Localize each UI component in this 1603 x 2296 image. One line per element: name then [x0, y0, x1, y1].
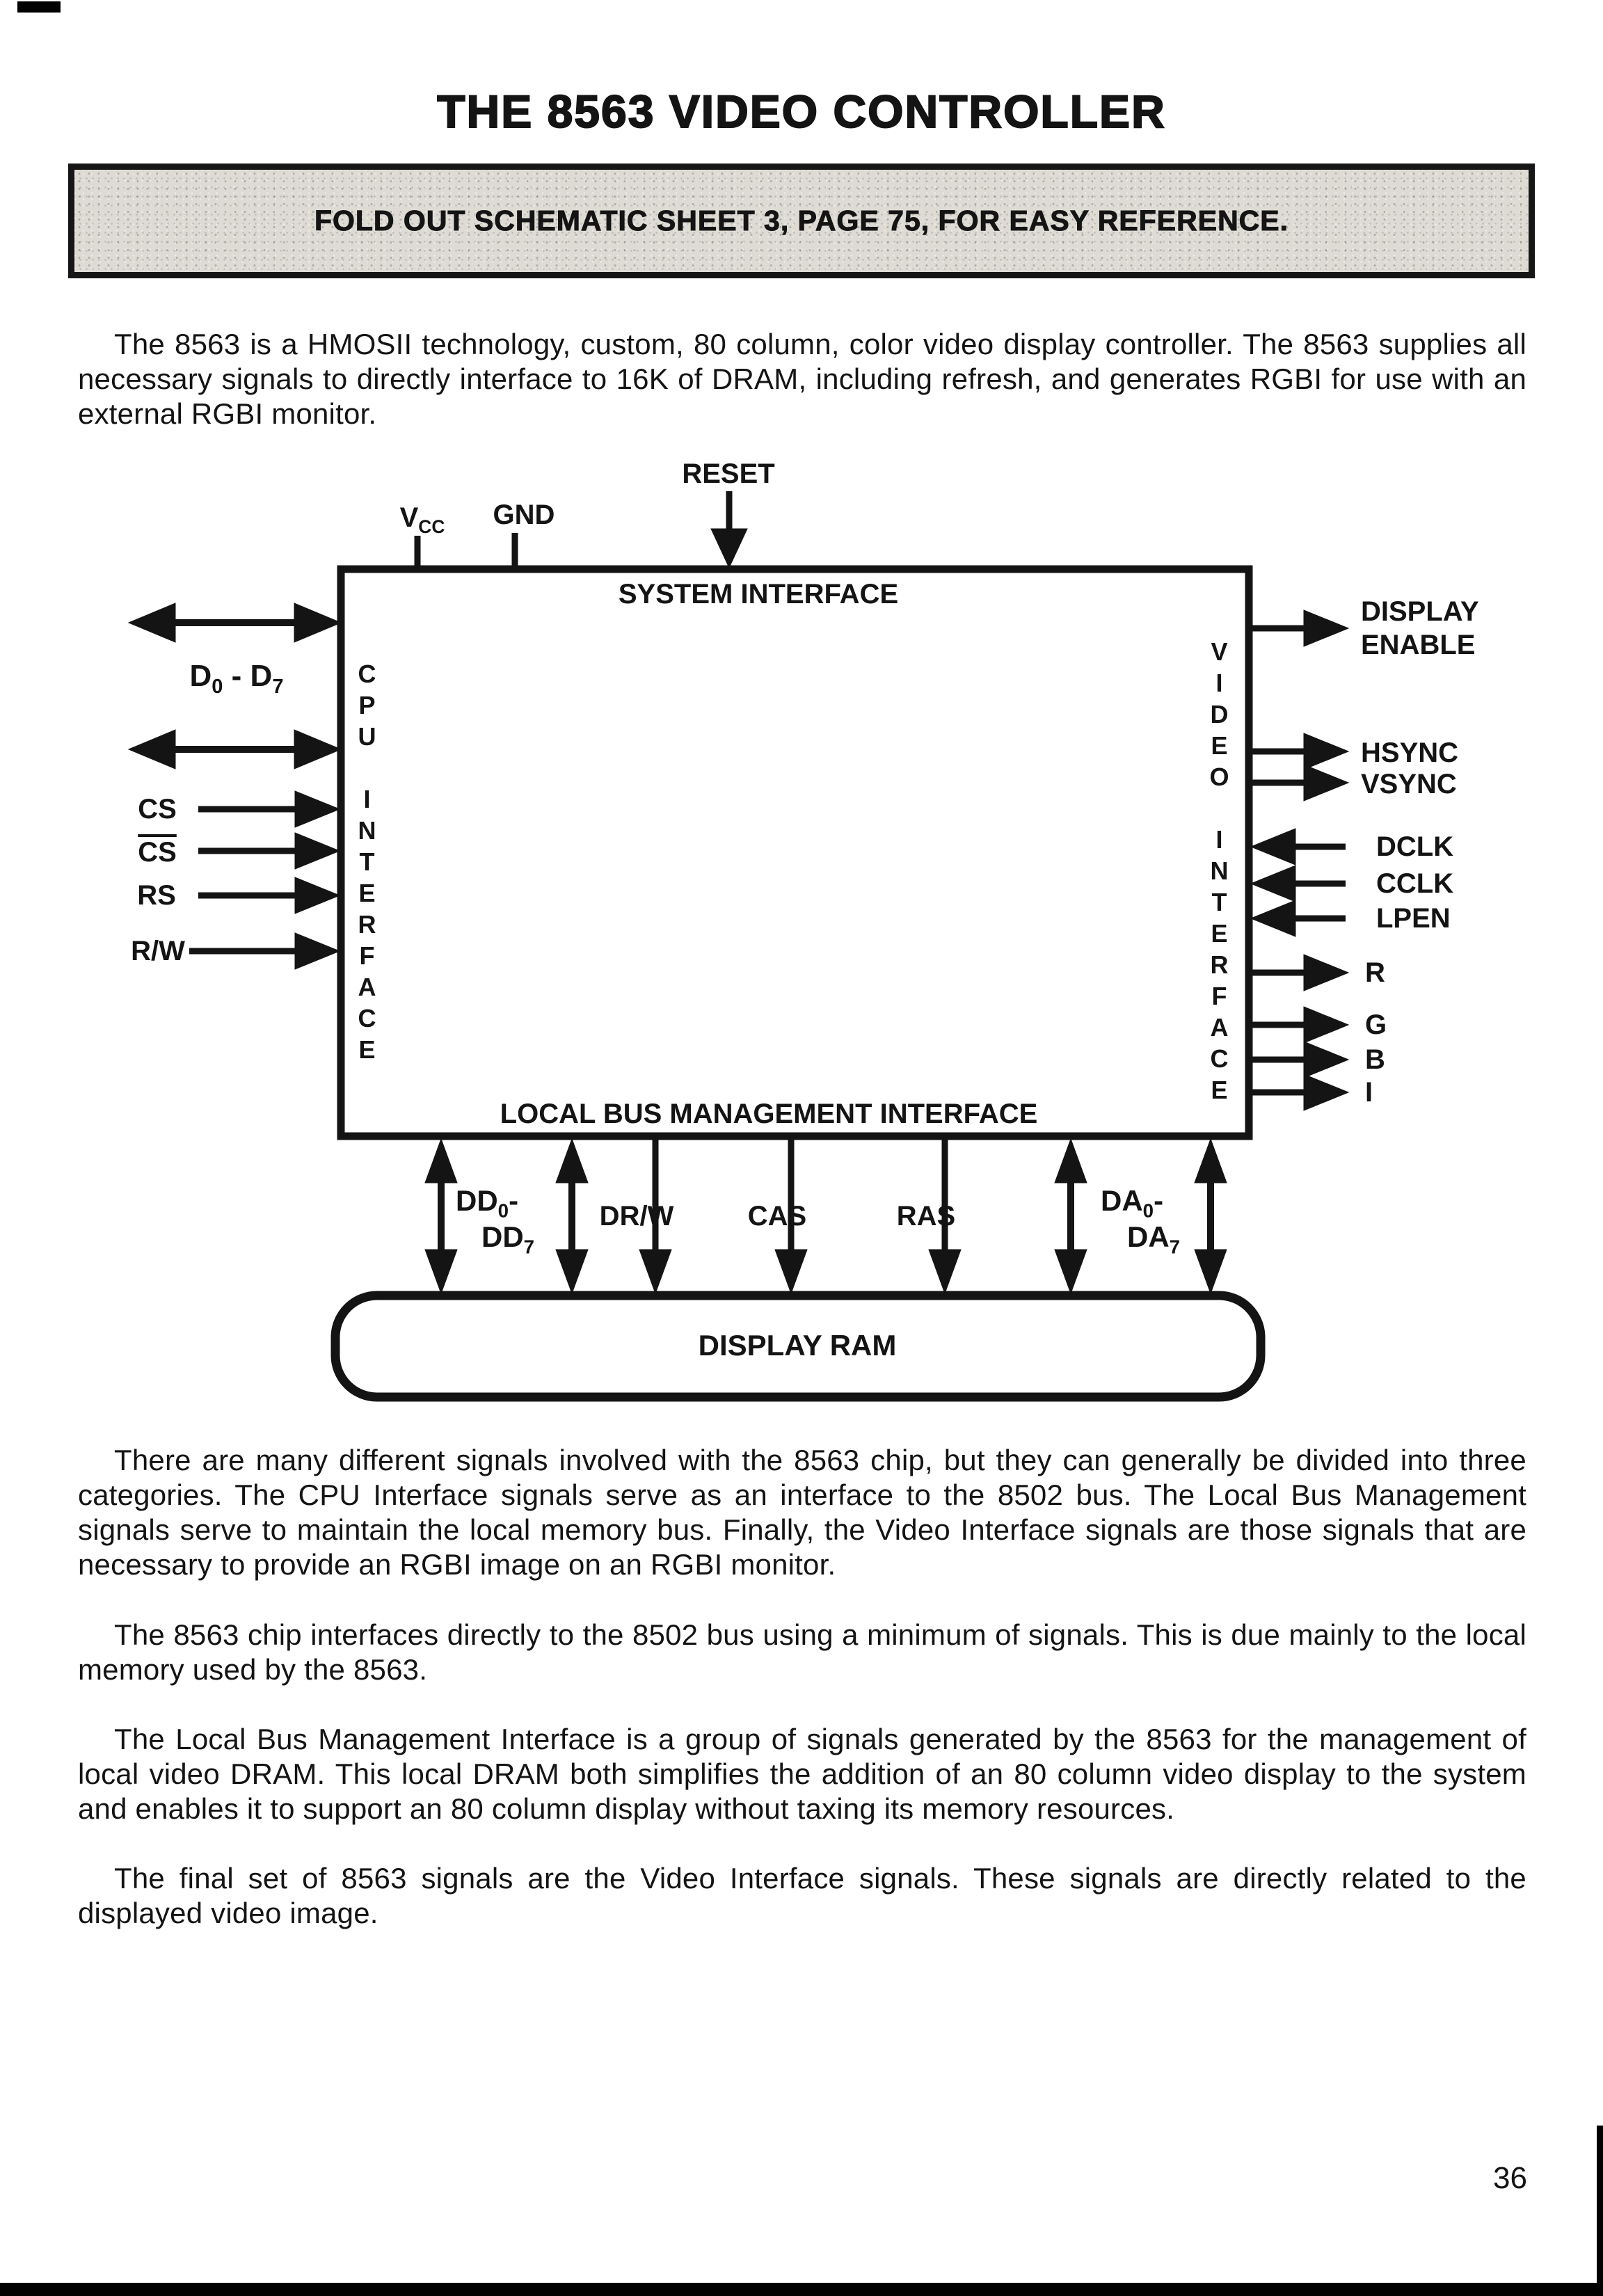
- d-bus-label: $D_0 - D_7$: [189, 659, 284, 698]
- intro-paragraph: The 8563 is a HMOSII technology, custom, 80 column, color video display controller. The 8563 supplies all necessary signals to directly interface to 16K of DRAM, including refresh, and generates RGBI for use with an external RGBI monitor.: [78, 328, 1526, 430]
- cs-bar-label: $\overline{CS}$: [138, 837, 177, 868]
- dd-bus-label-line1: $DD_0-$: [456, 1184, 519, 1222]
- rw-arrow: [189, 933, 340, 969]
- rs-label: RS: [137, 880, 176, 911]
- da-bus-label-line2: $DA_7$: [1127, 1220, 1181, 1258]
- cclk-label: CCLK: [1376, 868, 1454, 899]
- paragraph-cpu-interface: The 8563 chip interfaces directly to the 8502 bus using a minimum of signals. This is due mainly to the local memory used by the 8563.: [78, 1618, 1526, 1686]
- da-bus-label-line1: $DA_0-$: [1101, 1184, 1164, 1222]
- cclk-arrow: [1251, 866, 1346, 902]
- cas-label: CAS: [747, 1201, 807, 1231]
- paragraph-local-bus: The Local Bus Management Interface is a group of signals generated by the 8563 for the management of local video DRAM. This local DRAM both simplifies the addition of an 80 column video display to the system and enables it to support an 80 column display without taxing its memory resources.: [78, 1723, 1526, 1825]
- paragraph-signal-categories: There are many different signals involved with the 8563 chip, but they can generally be divided into three categories. The CPU Interface signals serve as an interface to the 8502 bus. The Local Bus Management signals serve to maintain the local memory bus. Finally, the Video Interface signals are those signals that are necessary to provide an RGBI image on an RGBI monitor.: [78, 1444, 1526, 1581]
- display-ram-label: DISPLAY RAM: [698, 1329, 897, 1362]
- hsync-arrow: [1249, 733, 1348, 770]
- cs-label: CS: [138, 794, 177, 824]
- cs-arrow: [198, 791, 340, 827]
- g-arrow: [1249, 1007, 1348, 1043]
- dd-bus-arrow-left: [425, 1139, 457, 1293]
- video-interface-vertical-label: VIDEO INTERFACE: [1205, 637, 1234, 1107]
- dclk-arrow: [1251, 829, 1346, 865]
- drw-label: DR/W: [599, 1201, 674, 1231]
- rw-label: R/W: [131, 936, 185, 966]
- d-bus-arrow-upper: [129, 603, 341, 642]
- d-bus-arrow-lower: [129, 730, 341, 769]
- scan-artifact-bottom-bar: [0, 2283, 1603, 2296]
- lpen-arrow: [1251, 900, 1346, 936]
- da-bus-arrow-left: [1055, 1139, 1087, 1293]
- dd-bus-arrow-right: [556, 1139, 588, 1293]
- page-title: THE 8563 VIDEO CONTROLLER: [437, 86, 1166, 137]
- system-interface-label: SYSTEM INTERFACE: [618, 579, 899, 609]
- reset-pin-label: RESET: [682, 459, 775, 489]
- reference-banner-text: FOLD OUT SCHEMATIC SHEET 3, PAGE 75, FOR EASY REFERENCE.: [314, 205, 1289, 237]
- g-label: G: [1365, 1010, 1387, 1040]
- dd-bus-label-line2: $DD_7$: [481, 1220, 535, 1258]
- r-label: R: [1365, 957, 1385, 988]
- vsync-label: VSYNC: [1361, 769, 1457, 799]
- vcc-pin-label: $V_{CC}$: [399, 502, 445, 537]
- da-bus-arrow-right: [1195, 1139, 1227, 1293]
- i-label: I: [1365, 1077, 1373, 1108]
- display-enable-label-line1: DISPLAY: [1361, 596, 1479, 627]
- chip-box: [341, 569, 1249, 1136]
- page-number: 36: [1493, 2161, 1527, 2195]
- cpu-interface-vertical-label: CPU INTERFACE: [353, 660, 381, 1067]
- cs-bar-arrow: [198, 833, 340, 869]
- ras-label: RAS: [896, 1201, 956, 1231]
- reset-arrow: [711, 491, 747, 568]
- lpen-label: LPEN: [1376, 903, 1451, 934]
- scan-artifact-edge-strip: [1597, 2126, 1603, 2296]
- display-enable-label-line2: ENABLE: [1361, 630, 1476, 660]
- gnd-pin-label: GND: [493, 500, 555, 530]
- b-label: B: [1365, 1044, 1385, 1075]
- r-arrow: [1249, 955, 1348, 991]
- display-enable-arrow: [1249, 610, 1348, 646]
- dclk-label: DCLK: [1376, 831, 1454, 862]
- b-arrow: [1249, 1042, 1348, 1078]
- paragraph-video-interface: The final set of 8563 signals are the Video Interface signals. These signals are directly related to the displayed video image.: [78, 1862, 1526, 1929]
- i-arrow: [1249, 1074, 1348, 1110]
- hsync-label: HSYNC: [1361, 738, 1459, 768]
- local-bus-interface-label: LOCAL BUS MANAGEMENT INTERFACE: [500, 1099, 1038, 1129]
- vsync-arrow: [1249, 765, 1348, 801]
- rs-arrow: [198, 877, 340, 914]
